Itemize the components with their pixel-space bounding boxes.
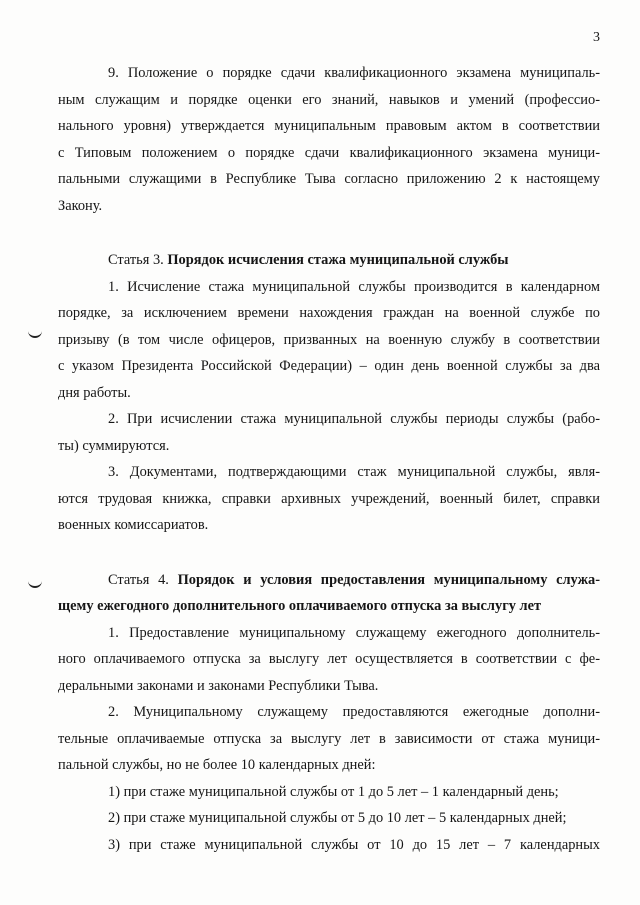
text-line: 1. Исчисление стажа муниципальной службы производится в календарном — [108, 278, 600, 295]
article-4-list — [58, 779, 600, 859]
text-line: 3. Документами, подтверждающими стаж муниципальной службы, явля- — [108, 464, 600, 480]
text-line: 2. Муниципальному служащему предоставляются ежегодные дополни- — [108, 704, 600, 720]
binding-mark-icon — [28, 580, 42, 588]
binding-mark-icon — [28, 330, 42, 338]
text-line: порядке, за исключением времени нахождения граждан на военной службе по — [58, 305, 600, 321]
text-line: ты) суммируются. — [58, 437, 170, 454]
article-4-paragraph-1 — [58, 620, 600, 700]
text-line: тельные оплачиваемые отпуска за выслугу лет в зависимости от стажа муници- — [58, 730, 600, 747]
heading-line — [58, 567, 600, 594]
article-title: Порядок исчисления стажа муниципальной службы — [167, 252, 509, 268]
text-line: 9. Положение о порядке сдачи квалификационного экзамена муниципаль- — [108, 65, 600, 81]
article-3-paragraph-2 — [58, 406, 600, 459]
article-3-paragraph-3 — [58, 459, 600, 539]
text-line: с Типовым положением о порядке сдачи квалификационного экзамена муници- — [58, 144, 600, 161]
text-line: ным служащим и порядке оценки его знаний, навыков и умений (профессио- — [58, 91, 600, 108]
list-item: 1) при стаже муниципальной службы от 1 до 5 лет – 1 календарный день; — [108, 783, 559, 800]
article-label: Статья 4. — [108, 571, 178, 588]
text-line: военных комиссариатов. — [58, 517, 209, 533]
article-3-paragraph-1 — [58, 274, 600, 407]
text-line: с указом Президента Российской Федерации) – один день военной службы за два — [58, 358, 600, 374]
text-line: нального уровня) утверждается муниципальным правовым актом в соответствии — [58, 118, 600, 134]
text-line: дня работы. — [58, 384, 131, 401]
list-item: 2) при стаже муниципальной службы от 5 до 10 лет – 5 календарных дней; — [108, 810, 567, 826]
text-line: деральными законами и законами Республики Тыва. — [58, 677, 379, 694]
text-line: призыву (в том числе офицеров, призванных на военную службу в соответствии — [58, 331, 600, 348]
text-line: 2. При исчислении стажа муниципальной службы периоды службы (рабо- — [108, 411, 600, 427]
text-line: 1. Предоставление муниципальному служащему ежегодного дополнитель- — [108, 624, 600, 641]
article-4-heading — [58, 567, 600, 620]
article-4-paragraph-2 — [58, 699, 600, 779]
text-line: ются трудовая книжка, справки архивных учреждений, военный билет, справки — [58, 490, 600, 507]
text-line: Закону. — [58, 197, 103, 214]
article-3-heading — [58, 247, 600, 274]
text-line: пальными служащими в Республике Тыва согласно приложению 2 к настоящему — [58, 171, 600, 187]
page-number: 3 — [593, 30, 600, 45]
section-9-paragraph — [58, 60, 600, 219]
article-label: Статья 3. — [108, 252, 168, 268]
list-item: 3) при стаже муниципальной службы от 10 до 15 лет – 7 календарных — [108, 836, 600, 853]
article-title: Порядок и условия предоставления муниципальному служа- — [177, 571, 600, 588]
text-line: пальной службы, но не более 10 календарных дней: — [58, 757, 376, 773]
article-title-continued: щему ежегодного дополнительного оплачиваемого отпуска за выслугу лет — [58, 598, 542, 614]
text-line: ного оплачиваемого отпуска за выслугу лет осуществляется в соответствии с фе- — [58, 651, 600, 667]
document-body — [58, 60, 600, 858]
